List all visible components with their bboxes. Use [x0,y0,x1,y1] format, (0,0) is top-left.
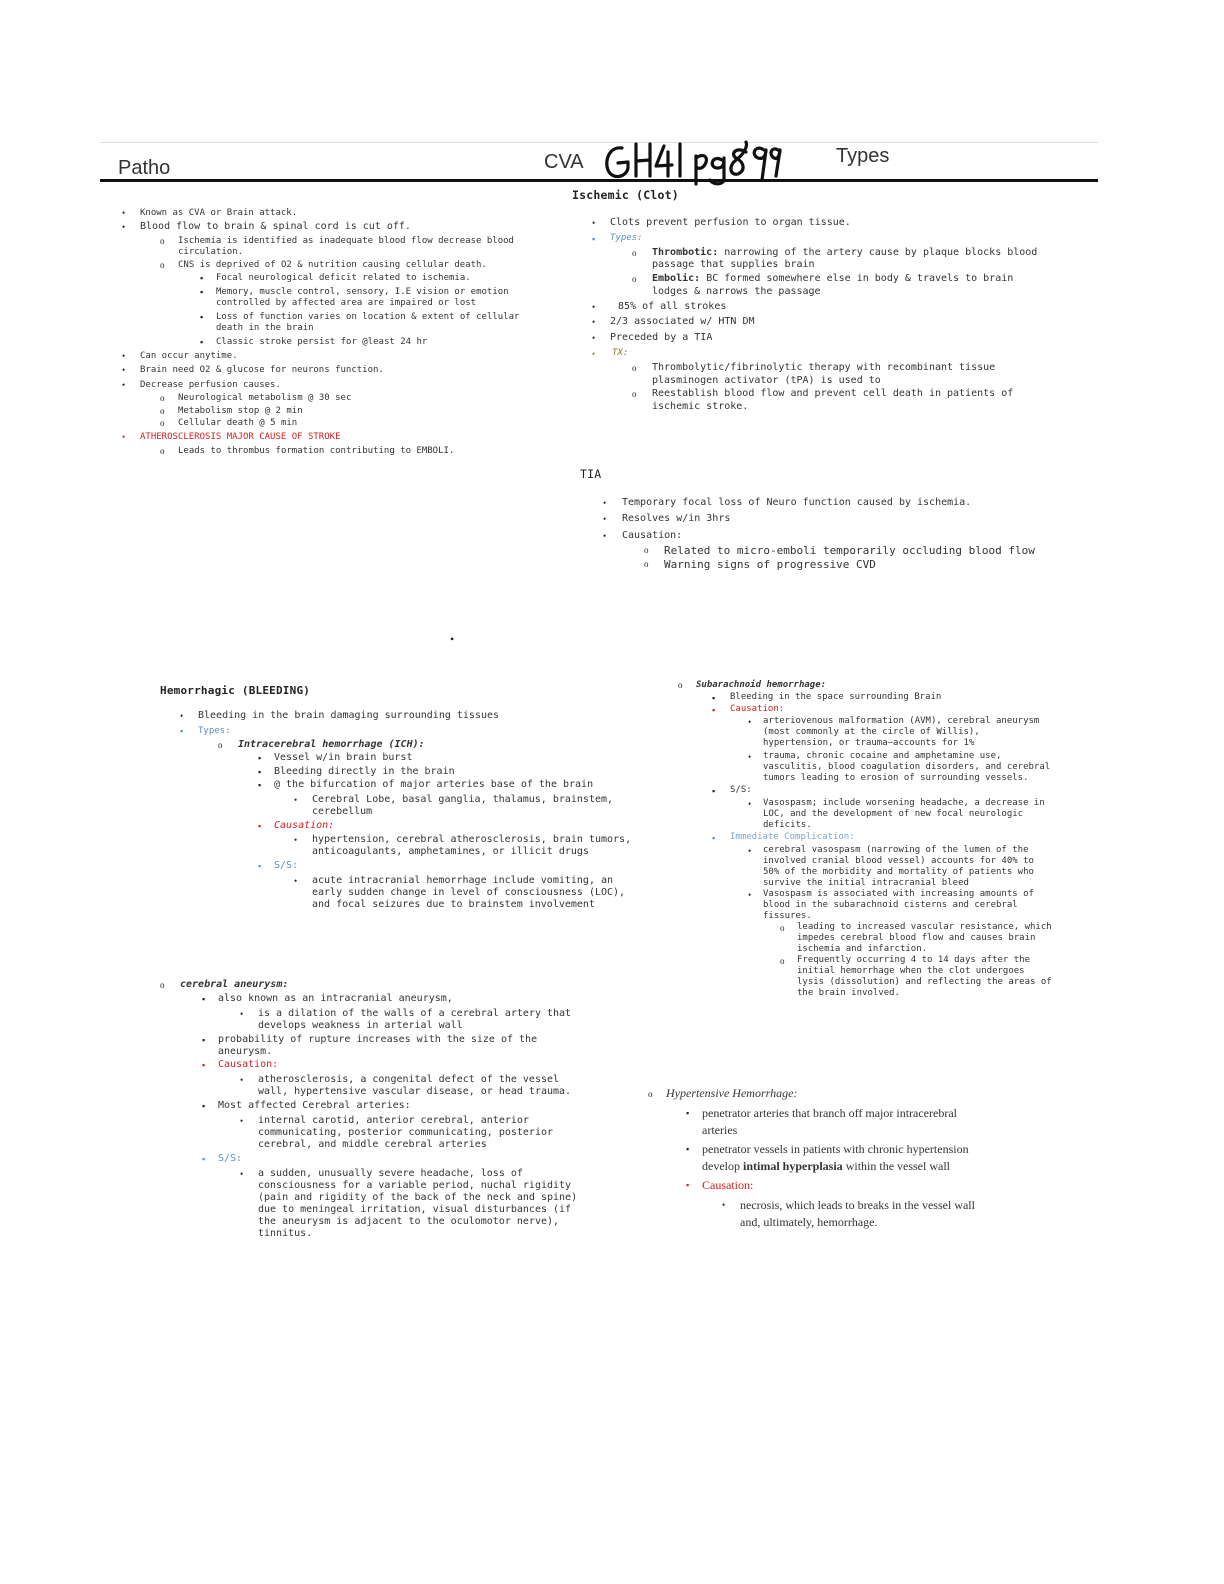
bullet: ▪ [202,1154,206,1164]
bullet: • [122,351,126,361]
subarachnoid-line: leading to increased vascular resistance, which [797,922,1052,932]
ich-line: @ the bifurcation of major arteries base of the brain [274,779,594,790]
tia-line: Temporary focal loss of Neuro function caused by ischemia. [622,497,972,508]
bullet: ▪ [686,1144,690,1154]
hemorrhagic-line: Bleeding in the brain damaging surrounding tissues [198,710,500,721]
ischemic-tx-label: TX: [612,348,629,358]
bullet: o [644,559,649,569]
general-line: Memory, muscle control, sensory, I.E vision or emotion [216,287,509,297]
bullet: ▪ [592,234,596,244]
hypertensive-line: penetrator vessels in patients with chronic hypertension [702,1142,969,1156]
bullet: • [603,514,607,524]
ischemic-types-label: Types: [610,233,643,243]
subarachnoid-line: impedes cerebral blood flow and causes brain [797,933,1036,943]
aneurysm-line: a sudden, unusually severe headache, loss of [258,1168,523,1179]
bullet: o [218,740,223,750]
general-line: Known as CVA or Brain attack. [140,208,298,218]
bullet: • [240,1116,244,1126]
ischemic-tx-line: Thrombolytic/fibrinolytic therapy with recombinant tissue [652,362,996,373]
general-line: Loss of function varies on location & extent of cellular [216,312,520,322]
hypertensive-label: Hypertensive Hemorrhage: [666,1086,798,1100]
bullet: ▪ [258,753,262,763]
bullet: o [160,980,165,990]
intimal-hyperplasia-text: intimal hyperplasia [743,1159,843,1173]
bullet: ▪ [258,767,262,777]
aneurysm-line: cerebral, and middle cerebral arteries [258,1139,487,1150]
bullet: • [122,380,126,390]
aneurysm-ss-label: S/S: [218,1153,243,1164]
aneurysm-line: due to meningeal irritation, visual disturbances (if [258,1204,572,1215]
bullet: o [632,363,637,373]
subarachnoid-line: fissures. [763,911,812,921]
bullet: • [122,365,126,375]
bullet: • [294,795,298,805]
bullet: o [780,923,785,933]
header-center-title: CVA [544,151,584,173]
bullet: ▪ [258,861,262,871]
hemorrhagic-title: Hemorrhagic (BLEEDING) [160,684,311,697]
bullet: • [748,890,752,900]
bullet: ▪ [200,337,204,347]
bullet: o [644,545,649,555]
ischemic-tx-line: Reestablish blood flow and prevent cell death in patients of [652,388,1014,399]
embolic-text: lodges & narrows the passage [652,286,821,297]
subarachnoid-line: hypertension, or trauma—accounts for 1% [763,738,975,748]
bullet: • [603,531,607,541]
general-line: Blood flow to brain & spinal cord is cut off. [140,221,411,232]
ischemic-line: Clots prevent perfusion to organ tissue. [610,217,851,228]
bullet: o [678,680,683,690]
subarachnoid-line: (most commonly at the circle of Willis), [763,727,980,737]
embolic-text: BC formed somewhere else in body & travels to brain [706,273,1014,284]
bullet: ▪ [180,726,184,736]
tia-line: Causation: [622,530,683,541]
general-line: Neurological metabolism @ 30 sec [178,393,352,403]
bullet: o [632,248,637,258]
hemorrhagic-types-label: Types: [198,726,231,736]
ich-causation-label: Causation: [274,820,335,831]
aneurysm-line: the aneurysm is adjacent to the oculomotor nerve), [258,1216,560,1227]
bullet: ▪ [202,1101,206,1111]
tia-subline: Related to micro-emboli temporarily occluding blood flow [664,544,1035,557]
general-line: Classic stroke persist for @least 24 hr [216,337,428,347]
ich-line: and focal seizures due to brainstem involvement [312,899,595,910]
bullet: ▪ [202,1035,206,1045]
bullet: ▪ [202,1060,206,1070]
bullet: • [240,1009,244,1019]
bullet: ▪ [686,1180,690,1190]
aneurysm-line: (pain and rigidity of the back of the neck and spine) [258,1192,578,1203]
ich-line: Vessel w/in brain burst [274,752,413,763]
bullet: • [592,349,596,359]
subarachnoid-line: 50% of the morbidity and mortality of patients who [763,867,1034,877]
aneurysm-line: communicating, posterior communicating, posterior [258,1127,554,1138]
subarachnoid-line: ischemia and infarction. [797,944,928,954]
bullet: • [592,333,596,343]
bullet: o [160,260,165,270]
header-bottom-rule [100,179,1098,182]
subarachnoid-line: involved cranial blood vessel) accounts for 40% to [763,856,1034,866]
general-line-atherosclerosis: ATHEROSCLEROSIS MAJOR CAUSE OF STROKE [140,432,341,442]
ich-line: acute intracranial hemorrhage include vomiting, an [312,875,614,886]
subarachnoid-line: cerebral vasospasm (narrowing of the lumen of the [763,845,1029,855]
bullet: • [592,302,596,312]
bullet: ▪ [712,833,716,843]
bullet: o [632,389,637,399]
ich-ss-label: S/S: [274,860,299,871]
subarachnoid-line: initial hemorrhage when the clot undergoes [797,966,1025,976]
bullet: • [122,222,126,232]
ich-line: Cerebral Lobe, basal ganglia, thalamus, brainstem, [312,794,614,805]
bullet: • [603,498,607,508]
tia-title: TIA [580,467,602,481]
bullet: • [180,711,184,721]
subarachnoid-line: Vasospasm; include worsening headache, a decrease in [763,798,1045,808]
general-line: controlled by affected area are impaired or lost [216,298,477,308]
general-line: Decrease perfusion causes. [140,380,281,390]
subarachnoid-line: lysis (dissolution) and reflecting the areas of [797,977,1052,987]
bullet: • [240,1075,244,1085]
stray-bullet: • [450,632,455,646]
subarachnoid-line: tumors leading to erosion of surrounding vessels. [763,773,1029,783]
aneurysm-line: wall, hypertensive vascular disease, or head trauma. [258,1086,572,1097]
general-line: Can occur anytime. [140,351,238,361]
ich-line: Bleeding directly in the brain [274,766,455,777]
aneurysm-line: aneurysm. [218,1046,273,1057]
general-line: death in the brain [216,323,314,333]
bullet: o [160,236,165,246]
bullet: o [160,446,165,456]
bullet: • [592,218,596,228]
bullet: • [748,846,752,856]
general-line: Focal neurological deficit related to ischemia. [216,273,471,283]
aneurysm-line: also known as an intracranial aneurysm, [218,993,453,1004]
thrombotic-label: Thrombotic: [652,247,719,258]
thrombotic-text: narrowing of the artery cause by plaque blocks blood [724,247,1038,258]
aneurysm-line: atherosclerosis, a congenital defect of the vessel [258,1074,560,1085]
bullet: • [748,799,752,809]
subarachnoid-line: survive the initial intracranial bleed [763,878,969,888]
aneurysm-line: is a dilation of the walls of a cerebral artery that [258,1008,572,1019]
bullet: ▪ [712,693,716,703]
aneurysm-line: Most affected Cerebral arteries: [218,1100,411,1111]
subarachnoid-line: the brain involved. [797,988,900,998]
bullet: ▪ [712,705,716,715]
general-line: Leads to thrombus formation contributing to EMBOLI. [178,446,455,456]
subarachnoid-ss-label: S/S: [730,785,752,795]
ischemic-title: Ischemic (Clot) [572,188,679,202]
aneurysm-line: develops weakness in arterial wall [258,1020,463,1031]
hypertensive-text: within the vessel wall [845,1159,951,1173]
ischemic-tx-line: plasminogen activator (tPA) is used to [652,375,881,386]
hypertensive-causation-label: Causation: [702,1178,754,1192]
bullet: ▪ [712,786,716,796]
aneurysm-line: consciousness for a variable period, nuchal rigidity [258,1180,572,1191]
bullet: • [122,208,126,218]
subarachnoid-line: Frequently occurring 4 to 14 days after the [797,955,1030,965]
bullet: ▪ [200,287,204,297]
bullet: ▪ [258,821,262,831]
thrombotic-text: passage that supplies brain [652,259,815,270]
bullet: • [294,835,298,845]
bullet: • [748,717,752,727]
ich-line: cerebellum [312,806,373,817]
hypertensive-line: arteries [702,1123,738,1137]
subarachnoid-line: arteriovenous malformation (AVM), cerebral aneurysm [763,716,1040,726]
tia-line: Resolves w/in 3hrs [622,513,731,524]
general-line: circulation. [178,247,244,257]
general-line: Cellular death @ 5 min [178,418,298,428]
subarachnoid-line: Bleeding in the space surrounding Brain [730,692,942,702]
header-right-title: Types [836,145,890,167]
hypertensive-line: and, ultimately, hemorrhage. [740,1215,878,1229]
subarachnoid-line: trauma, chronic cocaine and amphetamine use, [763,751,1002,761]
hypertensive-line: penetrator arteries that branch off major intracerebral [702,1106,957,1120]
aneurysm-line: tinnitus. [258,1228,313,1239]
bullet: • [294,876,298,886]
bullet: ▪ [200,273,204,283]
subarachnoid-line: vasculitis, blood coagulation disorders, and cerebral [763,762,1051,772]
ich-label: Intracerebral hemorrhage (ICH): [238,739,425,750]
ischemic-line: 85% of all strokes [618,301,727,312]
subarachnoid-line: LOC, and the development of new focal neurologic [763,809,1024,819]
ischemic-tx-line: ischemic stroke. [652,401,749,412]
bullet: ▪ [200,312,204,322]
hypertensive-line: necrosis, which leads to breaks in the vessel wall [740,1198,975,1212]
immediate-complication-label: Immediate Complication: [730,832,855,842]
bullet: o [160,418,165,428]
subarachnoid-line: Vasospasm is associated with increasing amounts of [763,889,1034,899]
bullet: ▪ [202,994,206,1004]
tia-subline: Warning signs of progressive CVD [664,558,876,571]
header-top-rule [100,142,1098,143]
aneurysm-causation-label: Causation: [218,1059,279,1070]
ich-line: hypertension, cerebral atherosclerosis, brain tumors, [312,834,632,845]
aneurysm-label: cerebral aneurysm: [180,979,289,990]
subarachnoid-line: blood in the subarachnoid cisterns and cerebral [763,900,1018,910]
ich-line: anticoagulants, amphetamines, or illicit drugs [312,846,589,857]
ischemic-line: Preceded by a TIA [610,332,713,343]
bullet: o [632,274,637,284]
subarachnoid-label: Subarachnoid hemorrhage: [696,680,827,690]
hypertensive-text: develop [702,1159,740,1173]
bullet: o [160,406,165,416]
subarachnoid-causation-label: Causation: [730,704,785,714]
bullet: • [722,1200,726,1210]
embolic-label: Embolic: [652,273,701,284]
bullet: • [122,432,126,442]
aneurysm-line: probability of rupture increases with the size of the [218,1034,538,1045]
header-left-title: Patho [118,157,171,179]
bullet: o [648,1089,653,1099]
general-line: Brain need O2 & glucose for neurons function. [140,365,384,375]
general-line: Metabolism stop @ 2 min [178,406,303,416]
bullet: • [592,317,596,327]
bullet: ▪ [258,780,262,790]
bullet: ▪ [686,1108,690,1118]
bullet: o [160,393,165,403]
ich-line: early sudden change in level of consciousness (LOC), [312,887,626,898]
general-line: CNS is deprived of O2 & nutrition causing cellular death. [178,260,487,270]
bullet: • [748,752,752,762]
general-line: Ischemia is identified as inadequate blood flow decrease blood [178,236,514,246]
ischemic-line: 2/3 associated w/ HTN DM [610,316,755,327]
bullet: • [240,1169,244,1179]
subarachnoid-line: deficits. [763,820,812,830]
aneurysm-line: internal carotid, anterior cerebral, anterior [258,1115,529,1126]
bullet: o [780,956,785,966]
